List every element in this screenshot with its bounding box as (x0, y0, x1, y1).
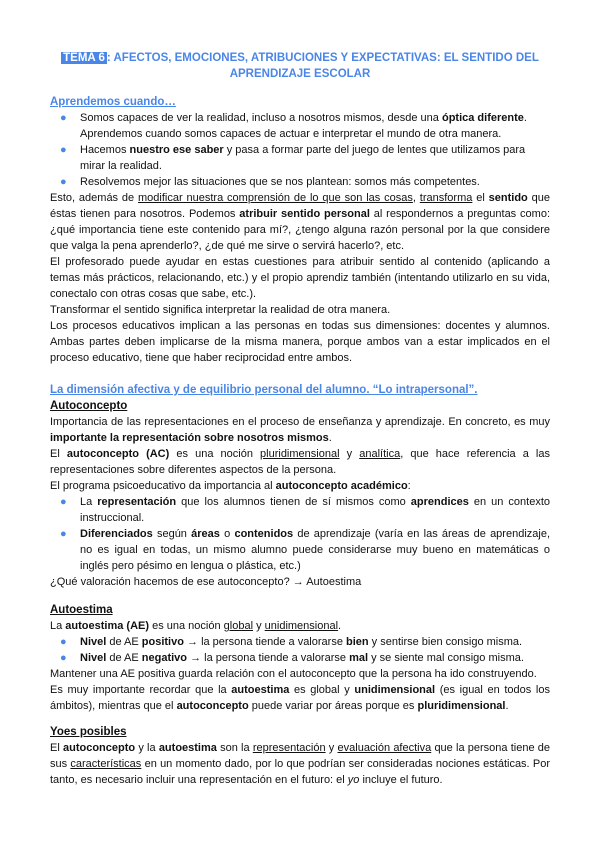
list-item: ● Diferenciados según áreas o contenidos de aprendizaje (varía en las áreas de aprendizaje, no es igual en todas, un mismo alumno puede considerarse muy bueno en matemáticas o inglés pero pésimo en lengua o plástica, etc.) (60, 528, 550, 572)
paragraph-autoestima-def: La autoestima (AE) es una noción global y unidimensional. (50, 620, 342, 632)
title-line-1: : AFECTOS, EMOCIONES, ATRIBUCIONES Y EXPECTATIVAS: EL SENTIDO DEL (106, 52, 539, 64)
bullet-icon: ● (60, 652, 67, 664)
paragraph-representaciones: Importancia de las representaciones en el proceso de enseñanza y aprendizaje. En concreto, es muy importante la representación sobre nosotros mismos. (50, 416, 550, 444)
paragraph-procesos: Los procesos educativos implican a las personas en todas sus dimensiones: docentes y alumnos. Ambas partes deben implicarse de la misma manera, porque ambos van a estar implicados en el proceso educativo, tiene que haber reciprocidad entre ambos. (50, 320, 550, 364)
bullet-icon: ● (60, 144, 67, 156)
document-title (50, 50, 550, 82)
topic-tag: TEMA 6 (63, 52, 105, 64)
subheading-yoes-posibles: Yoes posibles (50, 726, 127, 738)
subheading-autoestima: Autoestima (50, 604, 113, 616)
list-item: ● Nivel de AE positivo → la persona tiende a valorarse bien y sentirse bien consigo misma. (60, 636, 523, 648)
bullet-icon: ● (60, 176, 67, 188)
list-item: ● Resolvemos mejor las situaciones que se nos plantean: somos más competentes. (60, 176, 480, 188)
bullet-icon: ● (60, 112, 67, 124)
paragraph-yoes-posibles: El autoconcepto y la autoestima son la representación y evaluación afectiva que la persona tiene de sus características en un momento dado, por lo que podrían ser consideradas nociones estáticas. Por tanto, es necesario incluir una representación en el futuro: el yo incluye el futuro. (50, 742, 551, 786)
section-heading-dimension-afectiva: La dimensión afectiva y de equilibrio personal del alumno. “Lo intrapersonal”. (50, 384, 478, 396)
paragraph-profesorado: El profesorado puede ayudar en estas cuestiones para atribuir sentido al contenido (aplicando a temas más prácticos, relacionando, etc.) y el propio aprendiz también (intentando utilizarlo en su vida, conectalo con otras cosas que sabe, etc.). (50, 256, 550, 300)
list-item: ● Nivel de AE negativo → la persona tiende a valorarse mal y se siente mal consigo misma. (60, 652, 524, 664)
paragraph-recordar: Es muy importante recordar que la autoestima es global y unidimensional (es igual en todos los ámbitos), mientras que el autoconcepto puede variar por áreas porque es pluridimensional. (50, 684, 550, 712)
paragraph-mantener: Mantener una AE positiva guarda relación con el autoconcepto que la persona ha ido construyendo. (50, 668, 537, 680)
bullet-icon: ● (60, 636, 67, 648)
paragraph-sentido: Esto, además de modificar nuestra comprensión de lo que son las cosas, transforma el sentido que éstas tienen para nosotros. Podemos atribuir sentido personal al respondernos a preguntas como: ¿qué importancia tiene este contenido para mí?, ¿tengo alguna razón personal por la que considere que valga la pena aprenderlo?, ¿de qué me sirve o servirá hacerlo?, etc. (50, 192, 550, 252)
bullet-icon: ● (60, 496, 67, 508)
list-item: ● Somos capaces de ver la realidad, incluso a nosotros mismos, desde una óptica diferente. Aprendemos cuando somos capaces de actuar e interpretar el mundo de otra manera. (60, 112, 527, 140)
paragraph-valoracion: ¿Qué valoración hacemos de ese autoconcepto? → Autoestima (50, 576, 362, 588)
list-niveles-ae (50, 634, 550, 666)
paragraph-programa: El programa psicoeducativo da importancia al autoconcepto académico: (50, 480, 411, 492)
list-item: ● La representación que los alumnos tienen de sí mismos como aprendices en un contexto instruccional. (60, 496, 550, 524)
section-heading-aprendemos: Aprendemos cuando… (50, 96, 176, 108)
paragraph-transformar: Transformar el sentido significa interpretar la realidad de otra manera. (50, 304, 391, 316)
list-aprendemos (50, 110, 550, 190)
title-line-2: APRENDIZAJE ESCOLAR (229, 68, 371, 80)
paragraph-autoconcepto-def: El autoconcepto (AC) es una noción pluridimensional y analítica, que hace referencia a las representaciones sobre diferentes aspectos de la persona. (50, 448, 550, 476)
bullet-icon: ● (60, 528, 67, 540)
list-autoconcepto-academico (50, 494, 550, 574)
list-item: ● Hacemos nuestro ese saber y pasa a formar parte del juego de lentes que utilizamos para mirar la realidad. (60, 144, 526, 172)
subheading-autoconcepto: Autoconcepto (50, 400, 128, 412)
